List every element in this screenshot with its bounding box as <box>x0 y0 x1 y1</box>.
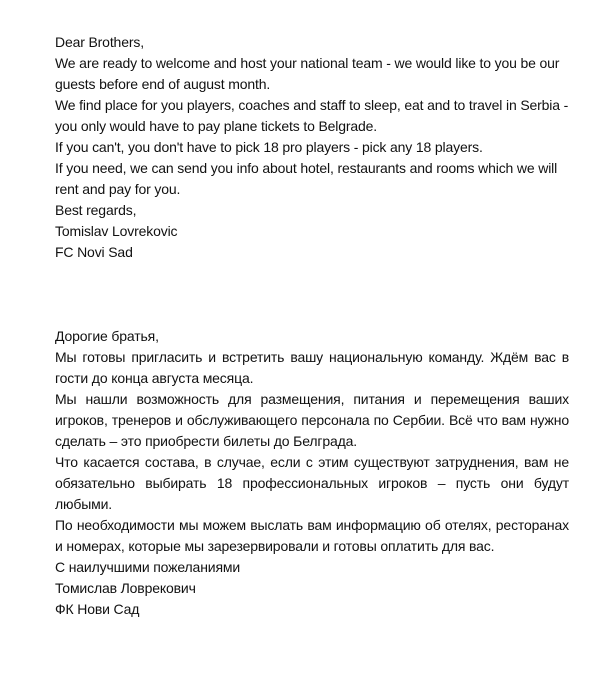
russian-closing: С наилучшими пожеланиями <box>55 559 241 575</box>
russian-line: обязательно выбирать 18 профессиональных игроков – пусть они будут <box>55 475 569 491</box>
english-closing: Best regards, <box>55 202 137 218</box>
english-line: We find place for you players, coaches and staff to sleep, eat and to travel in Serbia - <box>55 97 569 113</box>
letter-document <box>55 32 569 620</box>
russian-line: Мы нашли возможность для размещения, питания и перемещения ваших <box>55 391 569 407</box>
russian-line: игроков, тренеров и обслуживающего персонала по Сербии. Всё что вам нужно <box>55 412 569 428</box>
russian-signature-name: Томислав Ловрекович <box>55 580 196 596</box>
english-line: you only would have to pay plane tickets to Belgrade. <box>55 118 378 134</box>
russian-line: Что касается состава, в случае, если с этим существуют затруднения, вам не <box>55 454 569 470</box>
section-spacer <box>55 263 569 326</box>
russian-line: и номерах, которые мы зарезервировали и готовы оплатить для вас. <box>55 538 495 554</box>
russian-line: Мы готовы пригласить и встретить вашу национальную команду. Ждём вас в <box>55 349 569 365</box>
russian-letter <box>55 326 569 620</box>
english-line: We are ready to welcome and host your national team - we would like to you be our <box>55 55 560 71</box>
english-line: rent and pay for you. <box>55 181 181 197</box>
russian-line: По необходимости мы можем выслать вам информацию об отелях, ресторанах <box>55 517 569 533</box>
russian-signature-org: ФК Нови Сад <box>55 601 140 617</box>
english-line: guests before end of august month. <box>55 76 271 92</box>
russian-line: гости до конца августа месяца. <box>55 370 254 386</box>
english-signature-name: Tomislav Lovrekovic <box>55 223 178 239</box>
english-greeting: Dear Brothers, <box>55 34 144 50</box>
english-line: If you need, we can send you info about hotel, restaurants and rooms which we will <box>55 160 558 176</box>
english-signature-org: FC Novi Sad <box>55 244 133 260</box>
english-letter <box>55 32 569 263</box>
english-line: If you can't, you don't have to pick 18 pro players - pick any 18 players. <box>55 139 483 155</box>
russian-line: любыми. <box>55 496 113 512</box>
russian-line: сделать – это приобрести билеты до Белграда. <box>55 433 358 449</box>
russian-greeting: Дорогие братья, <box>55 328 159 344</box>
